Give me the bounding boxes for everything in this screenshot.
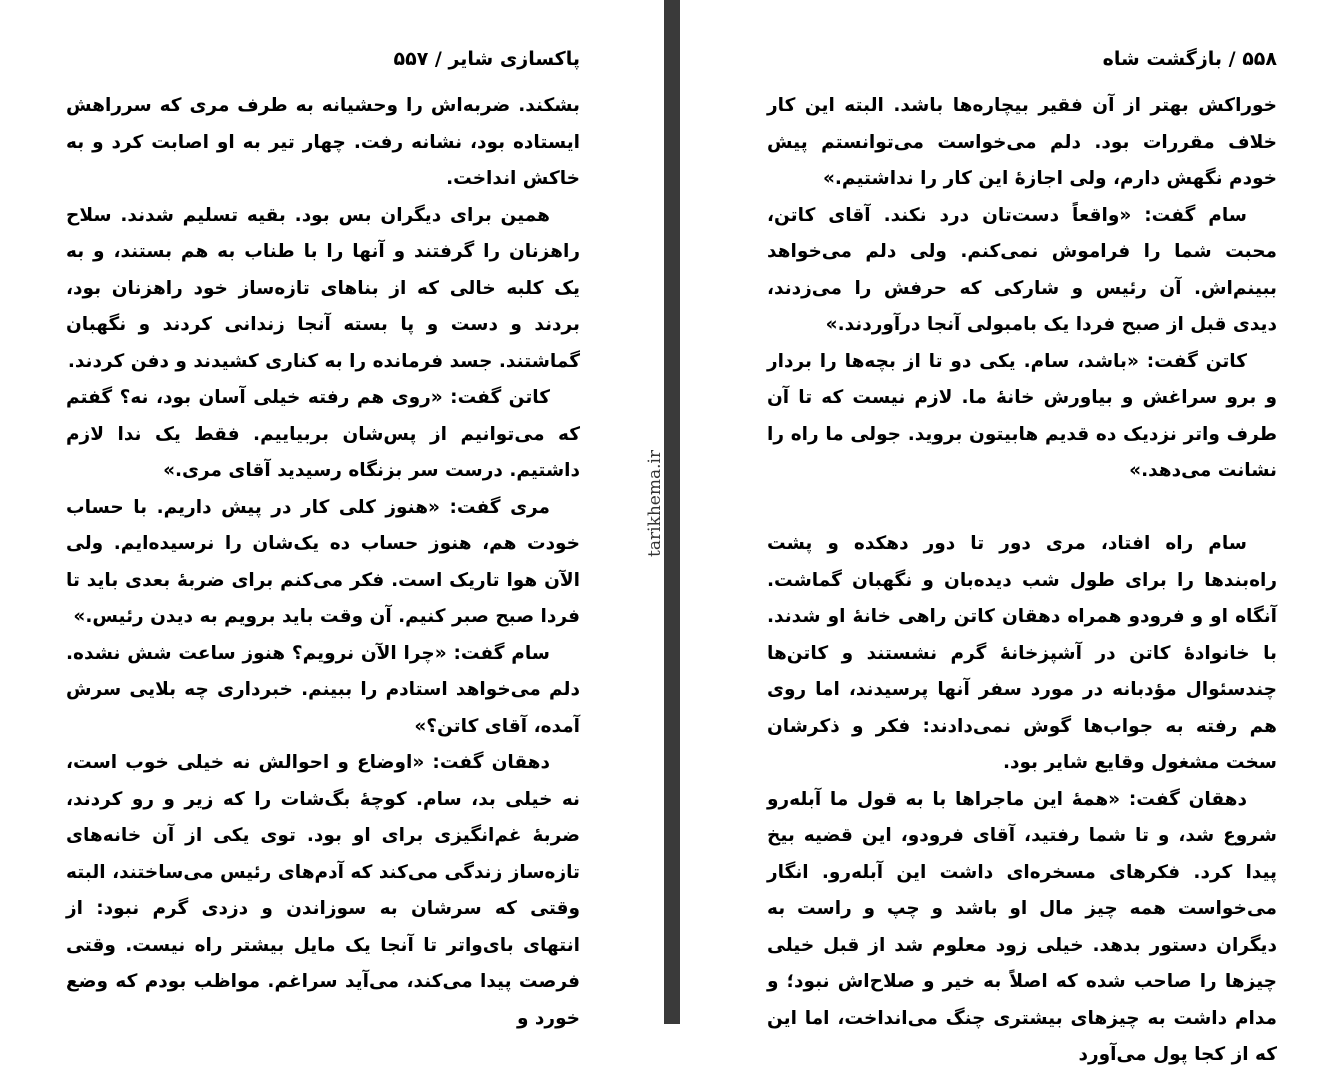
watermark-main: tarikhema.ir [645,449,665,557]
paragraph: بشکند. ضربه‌اش را وحشیانه به طرف مری که سرراهش ایستاده بود، نشانه رفت. چهار تیر به او اصابت کرد و به خاکش انداخت. [66,95,580,189]
paragraph: دهقان گفت: «اوضاع و احوالش نه خیلی خوب است، نه خیلی بد، سام. کوچهٔ بگ‌شات را که زیر و رو کردند، ضربهٔ غم‌انگیزی برای او بود. توی یکی از آن خانه‌های تازه‌ساز زندگی می‌کند که آدم‌های رئیس می‌ساختند، البته وقتی که سرشان به سوزاندن و دزدی گرم نبود: از انتهای بای‌واتر تا آنجا یک مایل بیشتر راه نیست. وقتی فرصت پیدا می‌کند، می‌آید سراغم. مواظب بودم که وضع خورد و [66,752,580,1029]
page-header: ۵۵۸ / بازگشت شاه [1102,48,1277,70]
page-header: پاکسازی شایر / ۵۵۷ [393,48,580,70]
paragraph: سام گفت: «واقعاً دست‌تان درد نکند. آقای کاتن، محبت شما را فراموش نمی‌کنم. ولی دلم می‌خواهد ببینم‌اش. آن رئیس و شارکی که حرفش را می‌زدند، دیدی قبل از صبح فردا یک بامبولی آنجا درآوردند.» [767,204,1277,335]
paragraph: سام راه افتاد، مری دور تا دور دهکده و پشت راه‌بندها را برای طول شب دیده‌بان و نگهبان گماشت. آنگاه او و فرودو همراه دهقان کاتن راهی خانهٔ او شدند. با خانوادهٔ کاتن در آشپزخانهٔ گرم نشستند و کاتن‌ها چندسئوال مؤدبانه در مورد سفر آنها پرسیدند، اما روی هم رفته به جواب‌ها گوش نمی‌دادند: فکر و ذکرشان سخت مشغول وقایع شایر بود. [767,533,1277,773]
page-body [66,88,580,1037]
left-page [0,0,664,1029]
paragraph: خوراکش بهتر از آن فقیر بیچاره‌ها باشد. البته این کار خلاف مقررات بود. دلم می‌خواست می‌توانستم پیش خودم نگهش دارم، ولی اجازهٔ این کار را نداشتیم.» [767,95,1277,189]
paragraph: سام گفت: «چرا الآن نرویم؟ هنوز ساعت شش نشده. دلم می‌خواهد استادم را ببینم. خبرداری چه بلایی سرش آمده، آقای کاتن؟» [66,642,580,737]
book-gutter [664,0,680,1024]
page-body [767,88,1277,1074]
paragraph: کاتن گفت: «باشد، سام. یکی دو تا از بچه‌ها را بردار و برو سراغش و بیاورش خانهٔ ما. لازم نیست که تا آن طرف واتر نزدیک ده قدیم هابیتون بروید. جولی ما راه را نشانت می‌دهد.» [767,350,1277,481]
paragraph: کاتن گفت: «روی هم رفته خیلی آسان بود، نه؟ گفتم که می‌توانیم از پس‌شان بربیاییم. فقط یک ندا لازم داشتیم. درست سر بزنگاه رسیدید آقای مری.» [66,387,580,481]
paragraph: دهقان گفت: «همهٔ این ماجراها با به قول ما آبله‌رو شروع شد، و تا شما رفتید، آقای فرودو، این قضیه بیخ پیدا کرد. فکرهای مسخره‌ای داشت این آبله‌رو. انگار می‌خواست همه چیز مال او باشد و چپ و راست به دیگران دستور بدهد. خیلی زود معلوم شد از قبل خیلی چیزها را صاحب شده که اصلاً به خیر و صلاح‌اش نبود؛ و مدام داشت به چیزهای بیشتری چنگ می‌انداخت، اما این که از کجا پول می‌آورد [767,788,1277,1065]
paragraph: مری گفت: «هنوز کلی کار در پیش داریم. با حساب خودت هم، هنوز حساب ده یک‌شان را نرسیده‌ایم. ولی الآن هوا تاریک است. فکر می‌کنم برای ضربهٔ بعدی باید تا فردا صبح صبر کنیم. آن وقت باید برویم به دیدن رئیس.» [66,496,580,627]
paragraph-spacer [767,490,1277,527]
paragraph: همین برای دیگران بس بود. بقیه تسلیم شدند. سلاح راهزنان را گرفتند و آنها را با طناب به هم بستند، و به یک کلبه خالی که از بناهای تازه‌ساز خود راهزنان بود، بردند و دست و پا بسته آنجا زندانی کردند و نگهبان گماشتند. جسد فرمانده را به کناری کشیدند و دفن کردند. [66,204,580,372]
right-page [680,0,1337,1065]
